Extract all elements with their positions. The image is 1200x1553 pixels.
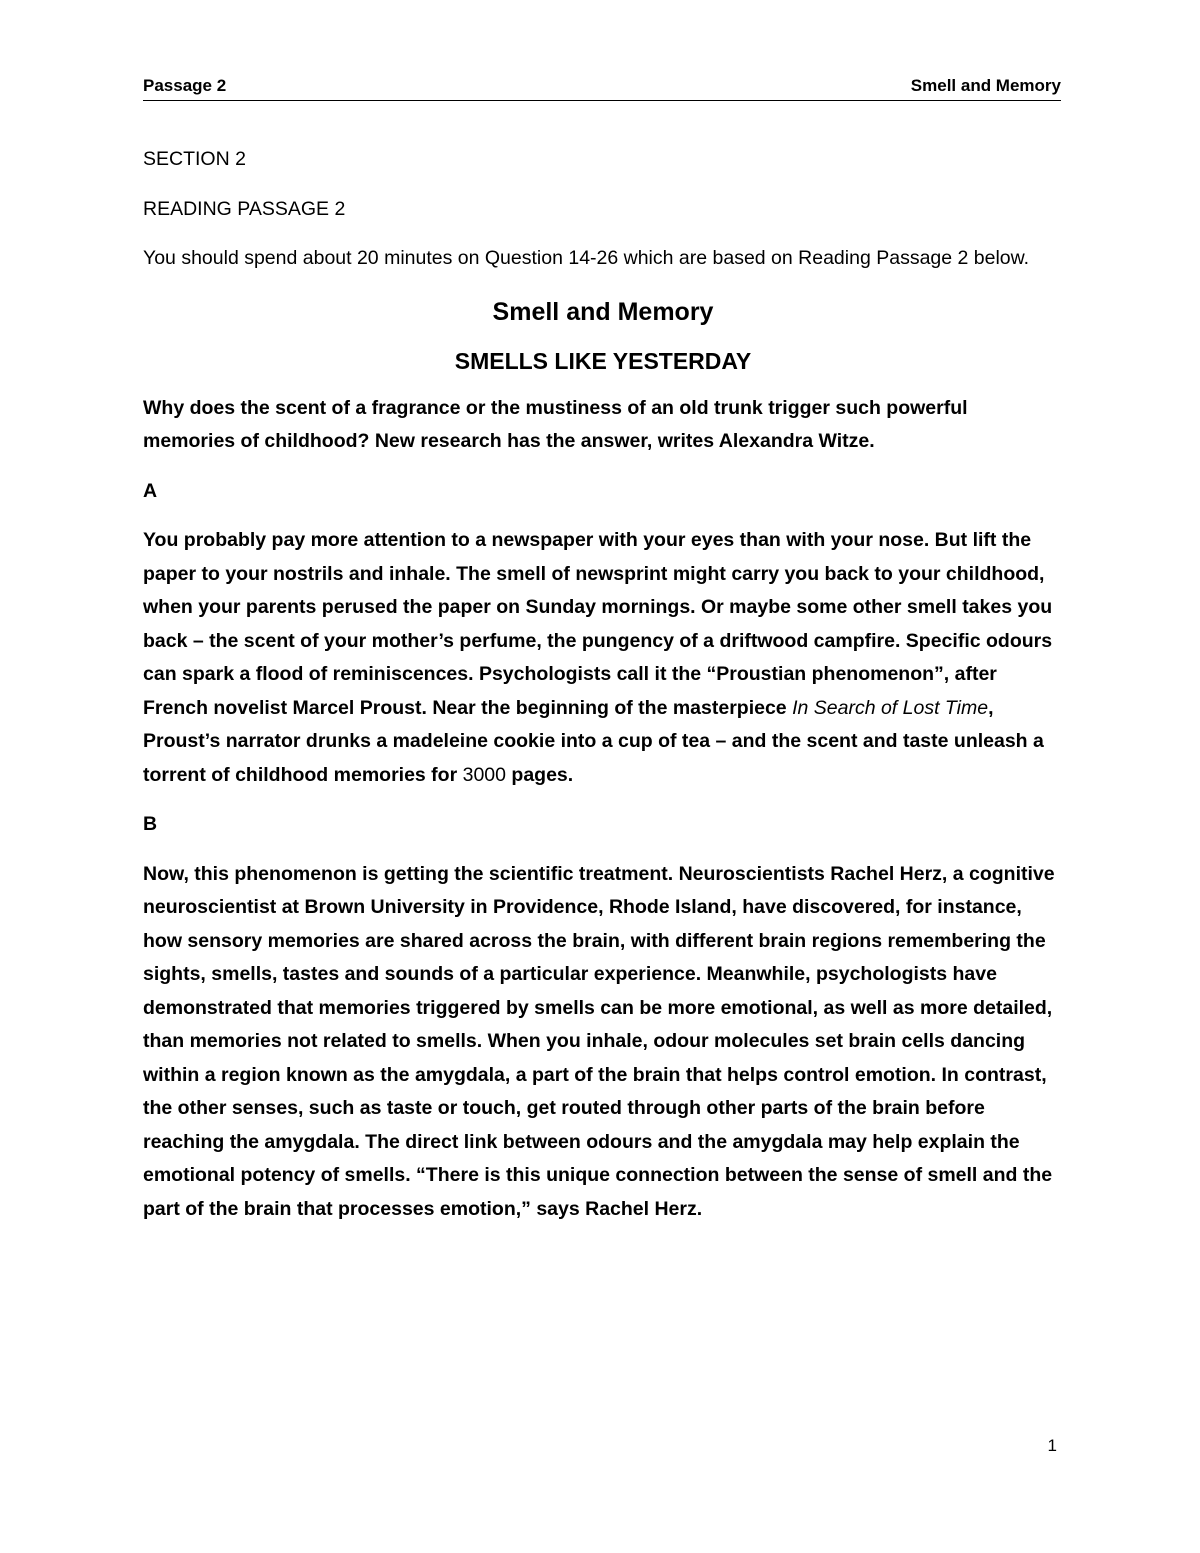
paragraph-a-text-part3: pages. <box>506 763 574 786</box>
paragraph-b-letter: B <box>143 813 158 835</box>
paragraph-a-letter: A <box>143 479 158 502</box>
passage-title: Smell and Memory <box>492 297 714 326</box>
header-passage-label: Passage 2 <box>143 76 227 95</box>
paragraph-a-text-part2: , Proust’s narrator drunks a madeleine cookie into a cup of tea – and the scent and taste unleash a torrent of childhood memories for <box>143 696 1044 786</box>
header-title: Smell and Memory <box>910 76 1061 95</box>
page-content <box>143 143 1063 1242</box>
page-number: 1 <box>1047 1436 1057 1455</box>
paragraph-a-text <box>143 524 1063 792</box>
page-header <box>143 74 1061 101</box>
passage-subtitle: SMELLS LIKE YESTERDAY <box>454 347 752 374</box>
instructions: You should spend about 20 minutes on Question 14-26 which are based on Reading Passage 2 below. <box>143 247 1030 269</box>
page-count-number: 3000 <box>462 763 506 786</box>
section-label: SECTION 2 <box>143 148 246 170</box>
reading-passage-label: READING PASSAGE 2 <box>143 197 346 220</box>
paragraph-b-text: Now, this phenomenon is getting the scientific treatment. Neuroscientists Rachel Herz, a cognitive neuroscientist at Brown University in Providence, Rhode Island, have discovered, for instance, how sensory memories are shared across the brain, with different brain regions remembering the sights, smells, tastes and sounds of a particular experience. Meanwhile, psychologists have demonstrated that memories triggered by smells can be more emotional, as well as more detailed, than memories not related to smells. When you inhale, odour molecules set brain cells dancing within a region known as the amygdala, a part of the brain that helps control emotion. In contrast, the other senses, such as taste or touch, get routed through other parts of the brain before reaching the amygdala. The direct link between odours and the amygdala may help explain the emotional potency of smells. “There is this unique connection between the sense of smell and the part of the brain that processes emotion,” says Rachel Herz. <box>143 862 1055 1220</box>
passage-intro: Why does the scent of a fragrance or the mustiness of an old trunk trigger such powerful memories of childhood? New research has the answer, writes Alexandra Witze. <box>143 396 968 452</box>
paragraph-a-text-part1: You probably pay more attention to a newspaper with your eyes than with your nose. But lift the paper to your nostrils and inhale. The smell of newsprint might carry you back to your childhood, when your parents perused the paper on Sunday mornings. Or maybe some other smell takes you back – the scent of your mother’s perfume, the pungency of a driftwood campfire. Specific odours can spark a flood of reminiscences. Psychologists call it the “Proustian phenomenon”, after French novelist Marcel Proust. Near the beginning of the masterpiece <box>143 529 1053 719</box>
book-title: In Search of Lost Time <box>792 696 989 719</box>
